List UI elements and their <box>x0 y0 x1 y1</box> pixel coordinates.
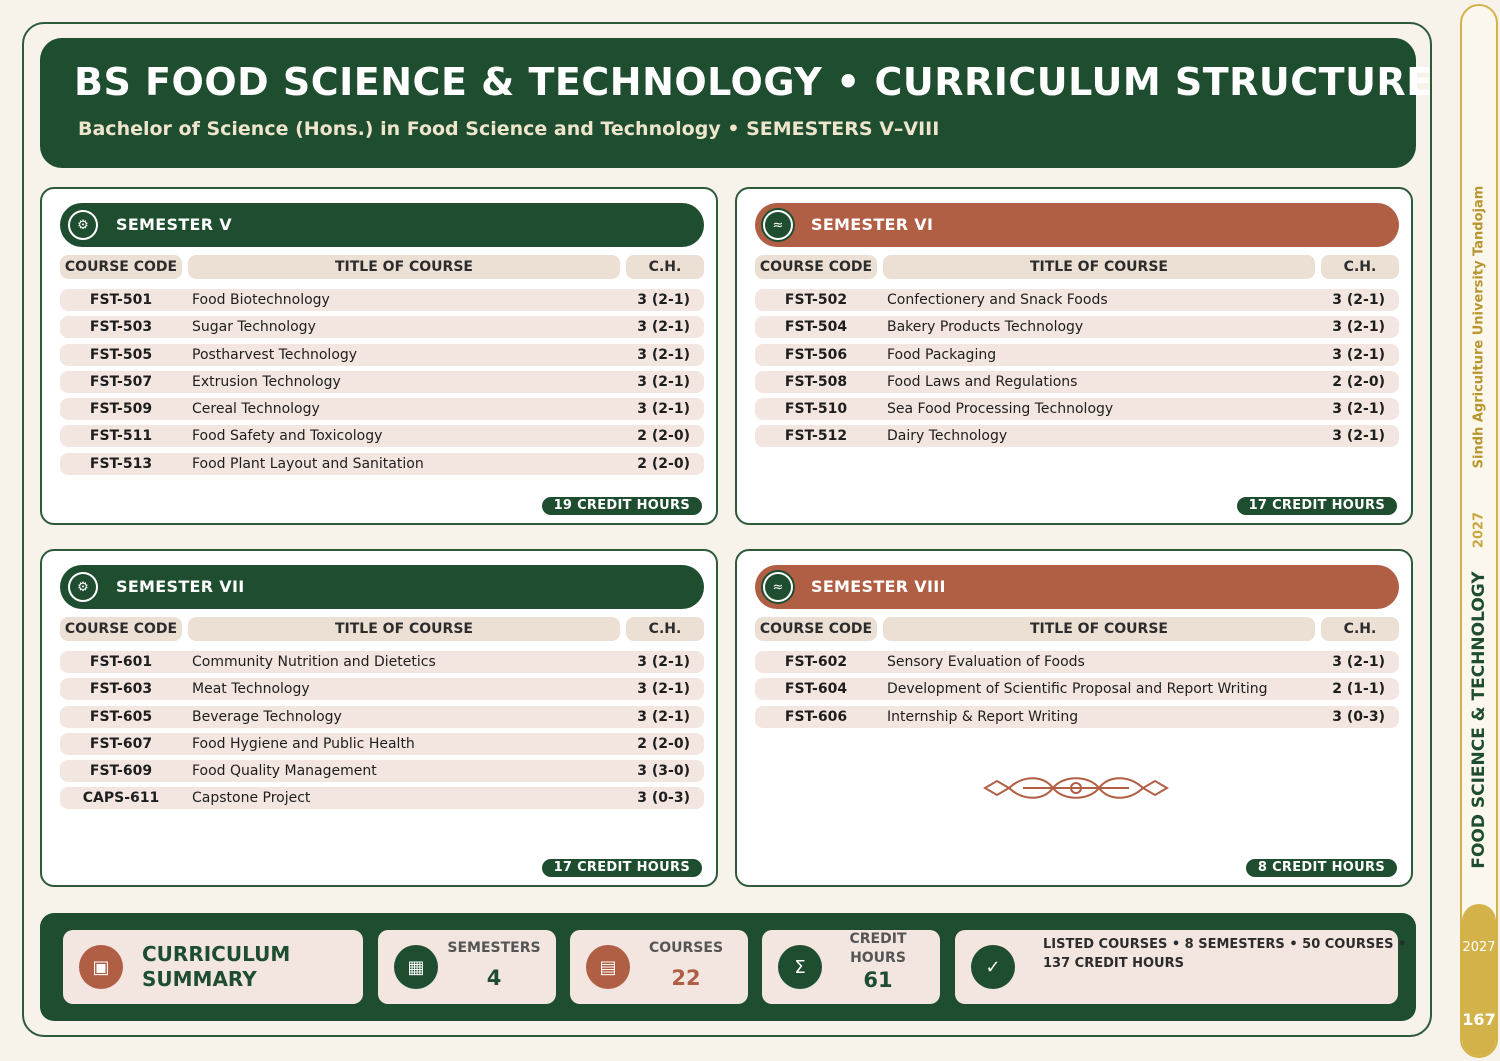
ornament-divider <box>983 775 1169 801</box>
wave-icon: ≈ <box>761 570 795 604</box>
semester-header <box>60 203 704 247</box>
course-ch: 2 (2-0) <box>637 455 690 472</box>
course-title: Beverage Technology <box>192 708 342 725</box>
course-title: Cereal Technology <box>192 401 320 418</box>
course-code: FST-511 <box>89 428 153 445</box>
summary-courses-box <box>570 930 748 1004</box>
course-code: FST-512 <box>784 428 848 445</box>
course-ch: 2 (1-1) <box>1332 681 1385 698</box>
column-header-ch: C.H. <box>626 255 704 279</box>
course-ch: 3 (2-1) <box>1332 346 1385 363</box>
course-ch: 2 (2-0) <box>637 428 690 445</box>
course-code: FST-506 <box>784 346 848 363</box>
course-code: FST-609 <box>89 763 153 780</box>
course-ch: 3 (2-1) <box>637 401 690 418</box>
course-code: FST-504 <box>784 319 848 336</box>
course-code: FST-502 <box>784 292 848 308</box>
course-row <box>60 453 704 475</box>
course-title: Food Packaging <box>887 346 997 363</box>
course-row <box>60 706 704 728</box>
courses-label: COURSES <box>648 940 724 956</box>
page-number: 167 <box>1462 1010 1496 1029</box>
sigma-icon: Σ <box>778 945 822 989</box>
credit-value: 61 <box>863 968 893 992</box>
course-title: Food Safety and Toxicology <box>192 428 383 445</box>
course-row <box>60 733 704 755</box>
page-header <box>40 38 1433 168</box>
course-row <box>755 371 1399 393</box>
semesters-value: 4 <box>486 966 502 990</box>
semester-label: SEMESTER V <box>116 215 232 234</box>
course-row <box>755 425 1399 447</box>
course-code: FST-604 <box>784 681 848 698</box>
course-row <box>60 678 704 700</box>
course-row <box>60 425 704 447</box>
semester-header <box>60 565 704 609</box>
column-header-ch: C.H. <box>1321 617 1399 641</box>
curriculum-summary-bar <box>40 913 1416 1021</box>
course-title: Postharvest Technology <box>192 346 358 363</box>
listed-line1: LISTED COURSES • 8 SEMESTERS • 50 COURSES • <box>1043 937 1407 952</box>
column-header-code: COURSE CODE <box>60 617 182 641</box>
course-row <box>60 398 704 420</box>
course-ch: 3 (2-1) <box>1332 428 1385 445</box>
course-ch: 3 (2-1) <box>1332 654 1385 670</box>
course-title: Bakery Products Technology <box>887 319 1084 336</box>
sidebar-department: FOOD SCIENCE & TECHNOLOGY <box>1469 571 1489 869</box>
semester-header <box>755 203 1399 247</box>
course-code: FST-509 <box>89 401 153 418</box>
course-title: Food Plant Layout and Sanitation <box>192 455 424 472</box>
course-title: Confectionery and Snack Foods <box>887 292 1108 308</box>
course-ch: 3 (3-0) <box>637 763 690 780</box>
course-ch: 3 (2-1) <box>1332 319 1385 336</box>
course-row <box>755 398 1399 420</box>
course-title: Extrusion Technology <box>192 373 341 390</box>
course-ch: 3 (0-3) <box>1332 708 1385 725</box>
course-code: FST-501 <box>89 292 153 308</box>
course-code: CAPS-611 <box>82 790 160 807</box>
course-ch: 3 (2-1) <box>637 346 690 363</box>
semester-header <box>755 565 1399 609</box>
wave-icon: ≈ <box>761 208 795 242</box>
summary-listed-box <box>955 930 1407 1004</box>
credit-label-line2: HOURS <box>850 950 906 966</box>
course-row <box>60 289 704 311</box>
course-title: Community Nutrition and Dietetics <box>192 654 436 670</box>
course-row <box>755 289 1399 311</box>
summary-icon: ▣ <box>79 945 123 989</box>
course-row <box>755 706 1399 728</box>
column-header-code: COURSE CODE <box>60 255 182 279</box>
course-ch: 3 (2-1) <box>1332 401 1385 418</box>
column-header-code: COURSE CODE <box>755 617 877 641</box>
course-title: Meat Technology <box>192 681 310 698</box>
course-title: Internship & Report Writing <box>887 708 1079 725</box>
column-header-ch: C.H. <box>626 617 704 641</box>
course-title: Sugar Technology <box>192 319 316 336</box>
course-row <box>60 316 704 338</box>
course-list <box>60 289 704 480</box>
course-title: Food Laws and Regulations <box>887 373 1078 390</box>
column-header-title: TITLE OF COURSE <box>883 617 1315 641</box>
course-ch: 3 (2-1) <box>637 319 690 336</box>
credit-hours-badge: 17 CREDIT HOURS <box>1237 497 1397 515</box>
gear-icon: ⚙ <box>66 208 100 242</box>
course-code: FST-510 <box>784 401 848 418</box>
course-code: FST-508 <box>784 373 848 390</box>
listed-line2: 137 CREDIT HOURS <box>1043 956 1184 971</box>
summary-title-line1: CURRICULUM <box>142 942 291 966</box>
semester-label: SEMESTER VIII <box>811 577 946 596</box>
summary-title-box <box>63 930 363 1004</box>
list-icon: ▤ <box>586 945 630 989</box>
course-row <box>755 678 1399 700</box>
course-list <box>60 651 704 815</box>
course-row <box>60 371 704 393</box>
course-row <box>755 316 1399 338</box>
semesters-label: SEMESTERS <box>447 940 541 956</box>
column-header-title: TITLE OF COURSE <box>188 617 620 641</box>
summary-title-line2: SUMMARY <box>142 967 257 991</box>
course-row <box>60 344 704 366</box>
courses-value: 22 <box>671 966 701 990</box>
course-ch: 2 (2-0) <box>1332 373 1385 390</box>
course-list <box>755 289 1399 453</box>
course-title: Dairy Technology <box>887 428 1008 445</box>
course-list <box>755 651 1399 733</box>
credit-hours-badge: 19 CREDIT HOURS <box>542 497 702 515</box>
sidebar-year: 2027 <box>1462 940 1496 955</box>
semester-card-vii <box>40 549 718 887</box>
course-title: Food Hygiene and Public Health <box>192 735 415 752</box>
course-row <box>60 651 704 673</box>
credit-hours-badge: 17 CREDIT HOURS <box>542 859 702 877</box>
semester-card-v <box>40 187 718 525</box>
course-code: FST-607 <box>89 735 153 752</box>
gear-icon: ⚙ <box>66 570 100 604</box>
column-header-title: TITLE OF COURSE <box>188 255 620 279</box>
column-header-code: COURSE CODE <box>755 255 877 279</box>
course-code: FST-513 <box>89 455 153 472</box>
course-title: Development of Scientific Proposal and Report Writing <box>887 681 1268 698</box>
course-code: FST-602 <box>784 654 848 670</box>
page-subtitle: Bachelor of Science (Hons.) in Food Science and Technology • SEMESTERS V–VIII <box>78 118 940 140</box>
check-icon: ✓ <box>971 945 1015 989</box>
semester-label: SEMESTER VI <box>811 215 934 234</box>
sidebar-year-faded: 2027 <box>1471 511 1487 549</box>
course-code: FST-606 <box>784 708 848 725</box>
page-title: BS FOOD SCIENCE & TECHNOLOGY • CURRICULUM STRUCTURE <box>74 60 1433 104</box>
course-code: FST-503 <box>89 319 153 336</box>
summary-credit-box <box>762 930 940 1004</box>
course-code: FST-601 <box>89 654 153 670</box>
course-ch: 2 (2-0) <box>637 735 690 752</box>
course-code: FST-505 <box>89 346 153 363</box>
course-title: Food Quality Management <box>192 763 377 780</box>
semester-label: SEMESTER VII <box>116 577 245 596</box>
summary-semesters-box <box>378 930 556 1004</box>
course-title: Sea Food Processing Technology <box>887 401 1114 418</box>
semester-card-viii <box>735 549 1413 887</box>
course-title: Food Biotechnology <box>192 292 330 308</box>
credit-hours-badge: 8 CREDIT HOURS <box>1246 859 1397 877</box>
course-title: Capstone Project <box>192 790 311 807</box>
course-ch: 3 (2-1) <box>637 708 690 725</box>
course-ch: 3 (2-1) <box>637 373 690 390</box>
course-ch: 3 (2-1) <box>637 292 690 308</box>
course-ch: 3 (0-3) <box>637 790 690 807</box>
course-ch: 3 (2-1) <box>637 654 690 670</box>
column-header-ch: C.H. <box>1321 255 1399 279</box>
grid-icon: ▦ <box>394 945 438 989</box>
course-row <box>755 344 1399 366</box>
course-row <box>755 651 1399 673</box>
sidebar-university: Sindh Agriculture University Tandojam <box>1471 185 1487 469</box>
course-ch: 3 (2-1) <box>1332 292 1385 308</box>
course-code: FST-605 <box>89 708 153 725</box>
course-row <box>60 787 704 809</box>
credit-label <box>826 930 930 968</box>
course-row <box>60 760 704 782</box>
course-code: FST-603 <box>89 681 153 698</box>
sidebar-gold-tab <box>1462 904 1496 1056</box>
course-code: FST-507 <box>89 373 153 390</box>
course-ch: 3 (2-1) <box>637 681 690 698</box>
semester-card-vi <box>735 187 1413 525</box>
column-header-title: TITLE OF COURSE <box>883 255 1315 279</box>
credit-label-line1: CREDIT <box>849 931 907 947</box>
course-title: Sensory Evaluation of Foods <box>887 654 1085 670</box>
